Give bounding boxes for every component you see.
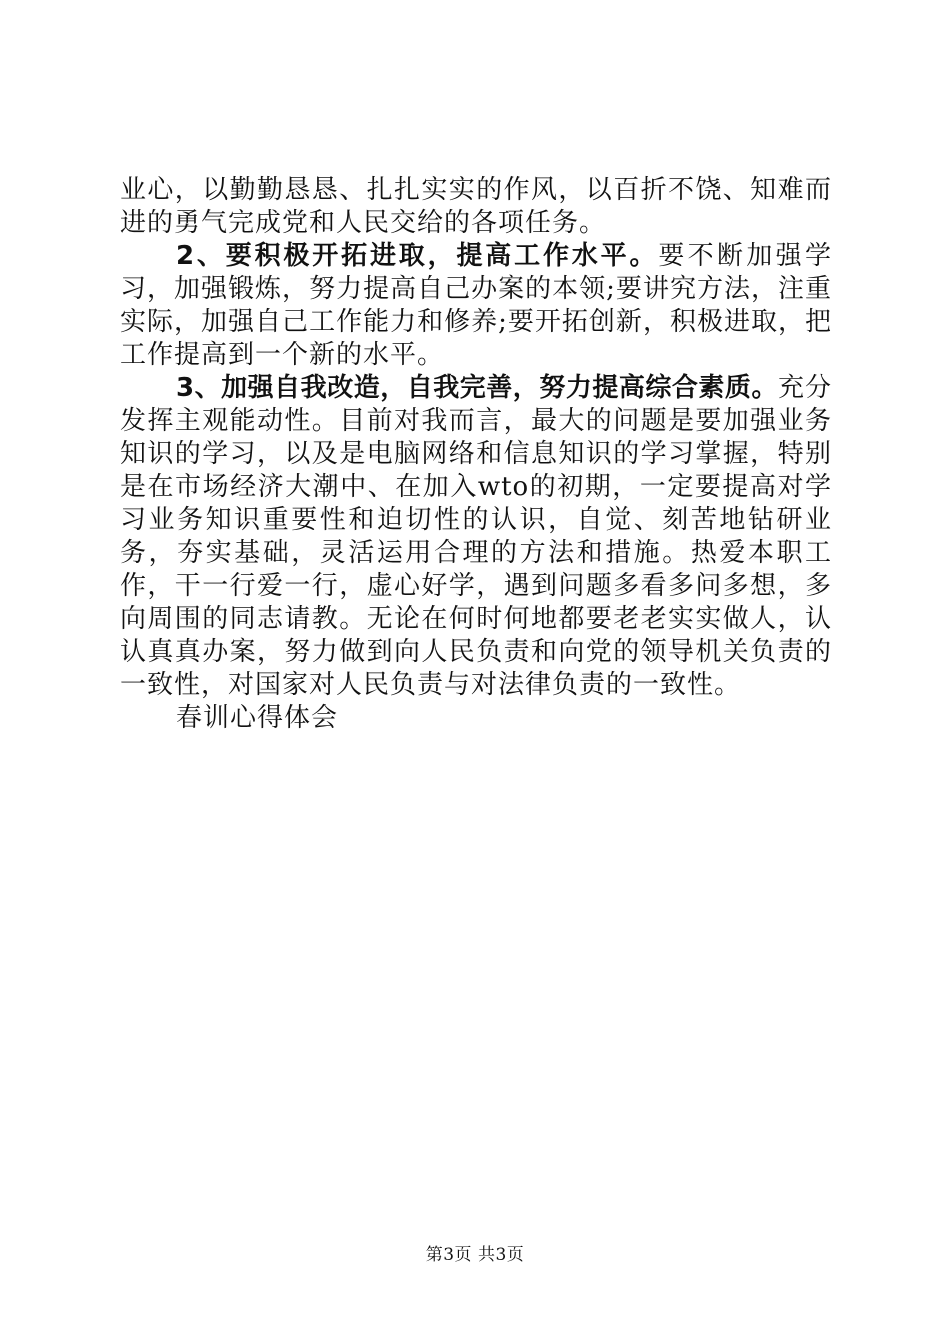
paragraph-text: 要不断加强学习，加强锻炼，努力提高自己办案的本领;要讲究方法，注重实际，加强自己工作能力和修养;要开拓创新，积极进取，把工作提高到一个新的水平。	[120, 241, 832, 370]
paragraph-item-2	[120, 240, 832, 372]
paragraph-text: 业心，以勤勤恳恳、扎扎实实的作风，以百折不饶、知难而进的勇气完成党和人民交给的各项任务。	[120, 175, 832, 238]
paragraph-heading: 2、要积极开拓进取，提高工作水平。	[176, 241, 659, 271]
document-body	[120, 174, 832, 735]
paragraph-continuation	[120, 174, 832, 240]
paragraph-item-3	[120, 372, 832, 702]
closing-title: 春训心得体会	[176, 703, 339, 733]
paragraph-heading: 3、加强自我改造，自我完善，努力提高综合素质。	[176, 373, 778, 403]
page-number-footer: 第3页 共3页	[425, 1245, 525, 1265]
paragraph-text: 充分发挥主观能动性。目前对我而言，最大的问题是要加强业务知识的学习，以及是电脑网络和信息知识的学习掌握，特别是在市场经济大潮中、在加入wto的初期，一定要提高对学习业务知识重要性和迫切性的认识，自觉、刻苦地钻研业务，夯实基础，灵活运用合理的方法和措施。热爱本职工作，干一行爱一行，虚心好学，遇到问题多看多问多想，多向周围的同志请教。无论在何时何地都要老老实实做人，认认真真办案，努力做到向人民负责和向党的领导机关负责的一致性，对国家对人民负责与对法律负责的一致性。	[120, 373, 832, 700]
